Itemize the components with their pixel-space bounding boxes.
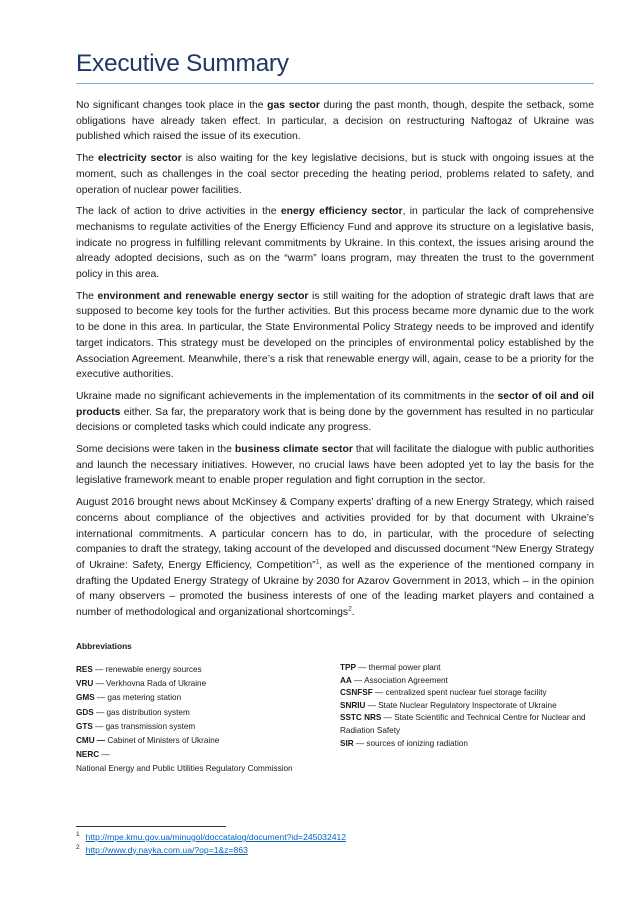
abbreviation-definition: — State Nuclear Regulatory Inspectorate of Ukraine (365, 700, 557, 710)
paragraph-text: The (76, 290, 98, 302)
abbreviation-item (340, 738, 595, 751)
abbreviation-term: SNRIU (340, 700, 366, 710)
sector-name: electricity sector (97, 153, 182, 165)
abbreviation-term: GDS (76, 707, 94, 717)
abbreviation-item (76, 720, 326, 734)
footnote-reference: 2 (348, 605, 352, 613)
abbreviation-definition: — thermal power plant (355, 663, 441, 672)
footnote-number: 1 (76, 831, 80, 839)
paragraph-text: either. Sa far, the preparatory work that is being done by the government has resulted in no particular decisions or completed tasks which could indicate any progress. (76, 406, 594, 434)
sector-name: gas sector (267, 100, 320, 111)
footnote-number: 2 (76, 843, 80, 851)
sector-name: business climate sector (234, 444, 353, 456)
paragraph-text: that will facilitate the dialogue with public authorities and launch the necessary initiatives. However, no crucial laws have been adopted yet to lay the basis for the legislative framework meant to enable proper regulation and fight corruption in the sector. (76, 444, 594, 487)
footnote-reference: 1 (315, 558, 320, 566)
abbreviation-item (340, 700, 595, 713)
paragraph-text: Some decisions were taken in the (76, 444, 235, 456)
paragraph-text: during the past month, though, despite the setback, some obligations have already taken effect. In particular, a decision on restructuring Naftogaz of Ukraine was published which raised the issue of its execution. (76, 100, 594, 143)
sector-name: environment and renewable energy sector (97, 290, 309, 302)
summary-body (76, 98, 594, 627)
abbreviation-item (76, 748, 326, 762)
summary-paragraph (76, 204, 594, 283)
abbreviation-definition: — centralized spent nuclear fuel storage facility (372, 688, 547, 698)
abbreviation-term: CSNFSF (340, 688, 373, 698)
abbreviation-definition: — gas transmission system (92, 721, 196, 731)
abbreviation-item (340, 662, 595, 675)
footnote-separator (76, 826, 226, 827)
abbreviation-definition: — Association Agreement (351, 675, 448, 685)
sector-name: sector of oil and oil products (76, 390, 594, 418)
abbreviation-item (76, 691, 326, 705)
footnote (76, 831, 346, 844)
abbreviation-term: GMS (76, 693, 95, 703)
abbreviation-term: CMU — (76, 736, 106, 746)
footnote-link[interactable]: http://www.dy.nayka.com.ua/?op=1&z=863 (85, 844, 248, 855)
paragraph-text: Ukraine made no significant achievements in the implementation of its commitments in the (76, 390, 498, 402)
abbreviation-item (340, 712, 595, 737)
paragraph-text: August 2016 brought news about McKinsey & Company experts’ drafting of a new Energy Strategy, which raised concerns about compliance of the objectives and activities provided for by that document with Ukraine’s international commitments. A particular concern has to do, in particular, with the procedure of selecting companies to draft the strategy, taking account of the developed and discussed document “New Energy Strategy of Ukraine: Safety, Energy Efficiency, Competition” (76, 497, 594, 571)
abbreviations-heading: Abbreviations (76, 641, 132, 651)
abbreviation-definition: — (99, 750, 110, 760)
footnote (76, 844, 346, 857)
abbreviation-item (340, 687, 595, 700)
summary-paragraph (76, 289, 594, 383)
sector-name: energy efficiency sector (280, 206, 403, 218)
abbreviation-item (76, 706, 326, 720)
abbreviation-term: SIR (340, 738, 354, 748)
abbreviation-term: RES (76, 665, 93, 674)
abbreviation-item (76, 677, 326, 691)
paragraph-text: The lack of action to drive activities in the (76, 206, 281, 218)
abbreviation-item (76, 663, 326, 677)
abbreviation-term: AA (340, 675, 352, 685)
abbreviations-left-column (76, 663, 326, 777)
paragraph-text: , in particular the lack of comprehensive mechanisms to regulate activities of the Energy Efficiency Fund and approve its structure on a legislative basis, indicate no progress in fulfilling relevant commitments by Ukraine. In this context, the issues arising around the already adopted decisions, such as on the “warm” loans program, may threaten the trust to the government policy in this area. (76, 206, 594, 281)
abbreviations-right-column (340, 662, 595, 750)
paragraph-text: is also waiting for the key legislative decisions, but is stuck with ongoing issues at the moment, such as challenges in the coal sector preceding the heating period, problems related to safety, and operation of nuclear power facilities. (76, 153, 595, 196)
abbreviation-definition: — State Scientific and Technical Centre for Nuclear and Radiation Safety (340, 713, 586, 735)
footnotes (76, 831, 346, 856)
page-title: Executive Summary (76, 50, 289, 77)
summary-paragraph (76, 442, 594, 489)
abbreviation-term: TPP (340, 663, 356, 672)
abbreviation-definition: — gas distribution system (93, 707, 190, 717)
abbreviation-item (76, 734, 326, 748)
footnote-link[interactable]: http://mpe.kmu.gov.ua/minugol/doccatalog/document?id=245032412 (85, 832, 347, 842)
abbreviation-term: SSTC NRS (340, 713, 382, 723)
summary-paragraph (76, 98, 594, 145)
abbreviation-term: NERC (76, 750, 100, 760)
paragraph-text: The (76, 153, 98, 165)
summary-paragraph (76, 389, 594, 436)
abbreviation-term: VRU (76, 679, 94, 689)
paragraph-text: is still waiting for the adoption of strategic draft laws that are supposed to become key tools for the further activities. But this process became more dynamic due to the work to be done in this area. In particular, the State Environmental Policy Strategy needs to be improved and identify target indicators. This strategy must be developed on the principles of environmental policy established by the Association Agreement. Meanwhile, there’s a risk that renewable energy will, again, cease to be a priority for the executive authorities. (76, 290, 594, 381)
title-underline (76, 83, 594, 84)
abbreviation-definition: — renewable energy sources (92, 665, 202, 674)
abbreviation-definition: — sources of ionizing radiation (353, 738, 468, 748)
abbreviation-definition: Cabinet of Ministers of Ukraine (105, 736, 220, 746)
paragraph-text: No significant changes took place in the (76, 100, 268, 111)
paragraph-text: , as well as the experience of the mentioned company in drafting the Updated Energy Strategy of Ukraine by 2030 for Azarov Government in 2013, which – in the opinion of many observers – promoted the business interests of one of the leading market players and contained a number of methodological and organizational shortcomings (76, 559, 594, 619)
summary-paragraph (76, 495, 594, 621)
abbreviation-term: GTS (76, 721, 93, 731)
abbreviation-definition: — gas metering station (94, 693, 182, 703)
paragraph-text: . (351, 607, 355, 619)
abbreviation-definition: — Verkhovna Rada of Ukraine (93, 679, 207, 689)
abbreviation-item (76, 762, 326, 776)
abbreviation-item (340, 675, 595, 688)
summary-paragraph (76, 151, 594, 198)
abbreviation-definition: National Energy and Public Utilities Regulatory Commission (76, 764, 293, 774)
